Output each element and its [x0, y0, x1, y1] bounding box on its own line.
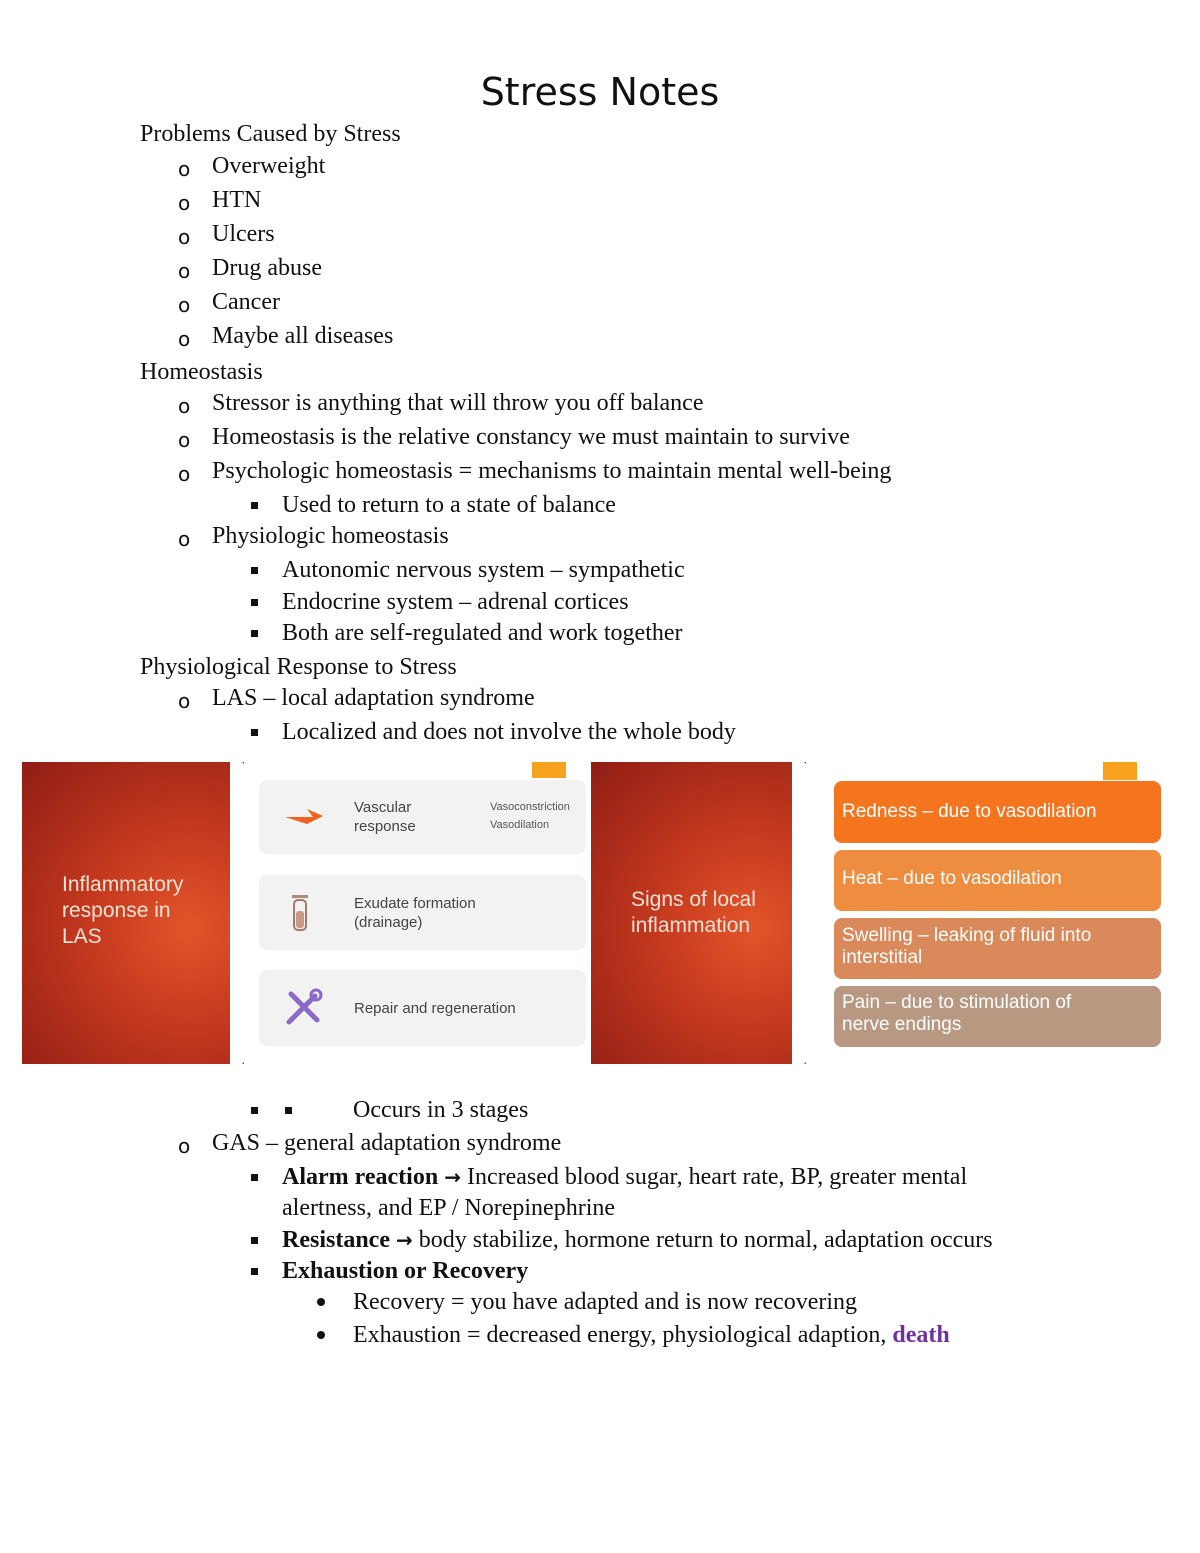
sign-text: Swelling – leaking of fluid into: [842, 925, 1092, 946]
slide-title-line: Inflammatory: [62, 873, 184, 896]
item-text: Increased blood sugar, heart rate, BP, greater mental: [466, 1164, 968, 1190]
highlighted-term: death: [892, 1322, 950, 1348]
list-item: HTN: [212, 187, 262, 213]
slide-title-line: LAS: [62, 925, 102, 948]
bullet-circle: o: [178, 293, 191, 317]
panel-curve: [792, 762, 820, 1064]
sub-list-item: Both are self-regulated and work together: [282, 620, 683, 646]
sub-list-item-resistance: [282, 1227, 993, 1254]
slide-title-line: inflammation: [631, 914, 751, 937]
slide-title: [631, 887, 756, 939]
section-heading-problems: Problems Caused by Stress: [140, 121, 401, 147]
list-item: Overweight: [212, 153, 326, 179]
bullet-circle: o: [178, 394, 191, 418]
bullet-circle: o: [178, 527, 191, 551]
card-vascular-response: [259, 780, 586, 854]
bullet-circle: o: [178, 191, 191, 215]
sign-text: Heat – due to vasodilation: [842, 868, 1062, 889]
sign-swelling: [834, 918, 1161, 979]
right-arrow-icon: →: [444, 1165, 461, 1189]
bullet-dot: [317, 1298, 325, 1306]
sign-text: Pain – due to stimulation of: [842, 992, 1072, 1013]
slide-inflammatory-response: [22, 762, 588, 1064]
bullet-circle: o: [178, 327, 191, 351]
card-repair-regeneration: [259, 970, 586, 1046]
arrow-icon: [283, 805, 325, 825]
bullet-circle: o: [178, 259, 191, 283]
bullet-dot: [317, 1331, 325, 1339]
bold-term: Resistance: [282, 1227, 390, 1253]
test-tube-icon: [289, 893, 311, 933]
bullet-square: [251, 502, 258, 509]
bold-term: Alarm reaction: [282, 1164, 439, 1190]
list-item: Maybe all diseases: [212, 323, 394, 349]
bullet-square: [251, 630, 258, 637]
sub-list-item: Autonomic nervous system – sympathetic: [282, 557, 685, 583]
tools-icon: [283, 988, 323, 1028]
sign-text: Redness – due to vasodilation: [842, 801, 1097, 822]
bold-term: Exhaustion or Recovery: [282, 1258, 529, 1284]
bullet-square: [285, 1107, 292, 1114]
bullet-circle: o: [178, 462, 191, 486]
sign-text: nerve endings: [842, 1014, 962, 1035]
card-sub-line: Vasoconstriction: [490, 801, 570, 813]
panel-curve: [230, 762, 258, 1064]
sub-list-item: Occurs in 3 stages: [353, 1097, 529, 1123]
sign-heat: [834, 850, 1161, 911]
list-item: Physiologic homeostasis: [212, 523, 449, 549]
list-item: Homeostasis is the relative constancy we must maintain to survive: [212, 424, 850, 450]
sign-text: interstitial: [842, 947, 923, 968]
item-text: Exhaustion = decreased energy, physiological adaption,: [353, 1322, 887, 1348]
bullet-square: [251, 1174, 258, 1181]
bullet-square: [251, 567, 258, 574]
sub-sub-list-item: [353, 1322, 950, 1349]
card-label-line: Exudate formation: [354, 895, 476, 912]
section-heading-homeostasis: Homeostasis: [140, 359, 263, 385]
bullet-circle: o: [178, 689, 191, 713]
slide-title-line: response in: [62, 899, 171, 922]
accent-tab: [1103, 762, 1137, 780]
card-label-line: response: [354, 818, 416, 835]
bullet-square: [251, 1237, 258, 1244]
list-item: GAS – general adaptation syndrome: [212, 1130, 562, 1156]
card-label: [354, 798, 416, 836]
card-sub-line: Vasodilation: [490, 819, 550, 831]
list-item: Stressor is anything that will throw you off balance: [212, 390, 704, 416]
list-item: Cancer: [212, 289, 280, 315]
bullet-square: [251, 1107, 258, 1114]
sub-list-item: Localized and does not involve the whole body: [282, 719, 736, 745]
bullet-circle: o: [178, 1134, 191, 1158]
card-label: [354, 894, 476, 932]
card-sub: [490, 798, 570, 834]
slide-title: [62, 872, 183, 950]
sub-list-item: Used to return to a state of balance: [282, 492, 616, 518]
card-exudate-formation: [259, 875, 586, 950]
sub-list-item-alarm: [282, 1164, 967, 1191]
bullet-circle: o: [178, 225, 191, 249]
item-text: body stabilize, hormone return to normal, adaptation occurs: [418, 1227, 993, 1253]
right-arrow-icon: →: [395, 1228, 413, 1252]
bullet-circle: o: [178, 157, 191, 181]
card-label-line: (drainage): [354, 914, 423, 931]
sub-list-item-continued: alertness, and EP / Norepinephrine: [282, 1195, 616, 1221]
sub-sub-list-item: Recovery = you have adapted and is now recovering: [353, 1289, 858, 1315]
slide-title-line: Signs of local: [631, 888, 756, 911]
slide-title-panel: [22, 762, 244, 1064]
bullet-square: [251, 1268, 258, 1275]
sub-list-item-exhaustion: [282, 1258, 528, 1285]
list-item: Drug abuse: [212, 255, 322, 281]
sign-pain: [834, 986, 1161, 1047]
slide-title-panel: [591, 762, 806, 1064]
page-title: Stress Notes: [480, 70, 720, 114]
list-item: LAS – local adaptation syndrome: [212, 685, 535, 711]
list-item: Psychologic homeostasis = mechanisms to maintain mental well-being: [212, 458, 892, 484]
bullet-square: [251, 729, 258, 736]
section-heading-physiological: Physiological Response to Stress: [140, 654, 457, 680]
list-item: Ulcers: [212, 221, 275, 247]
accent-tab: [532, 762, 566, 778]
bullet-circle: o: [178, 428, 191, 452]
card-label: Repair and regeneration: [354, 1000, 516, 1017]
card-label-line: Vascular: [354, 799, 412, 816]
sign-redness: [834, 781, 1161, 843]
sub-list-item: Endocrine system – adrenal cortices: [282, 589, 629, 615]
bullet-square: [251, 599, 258, 606]
